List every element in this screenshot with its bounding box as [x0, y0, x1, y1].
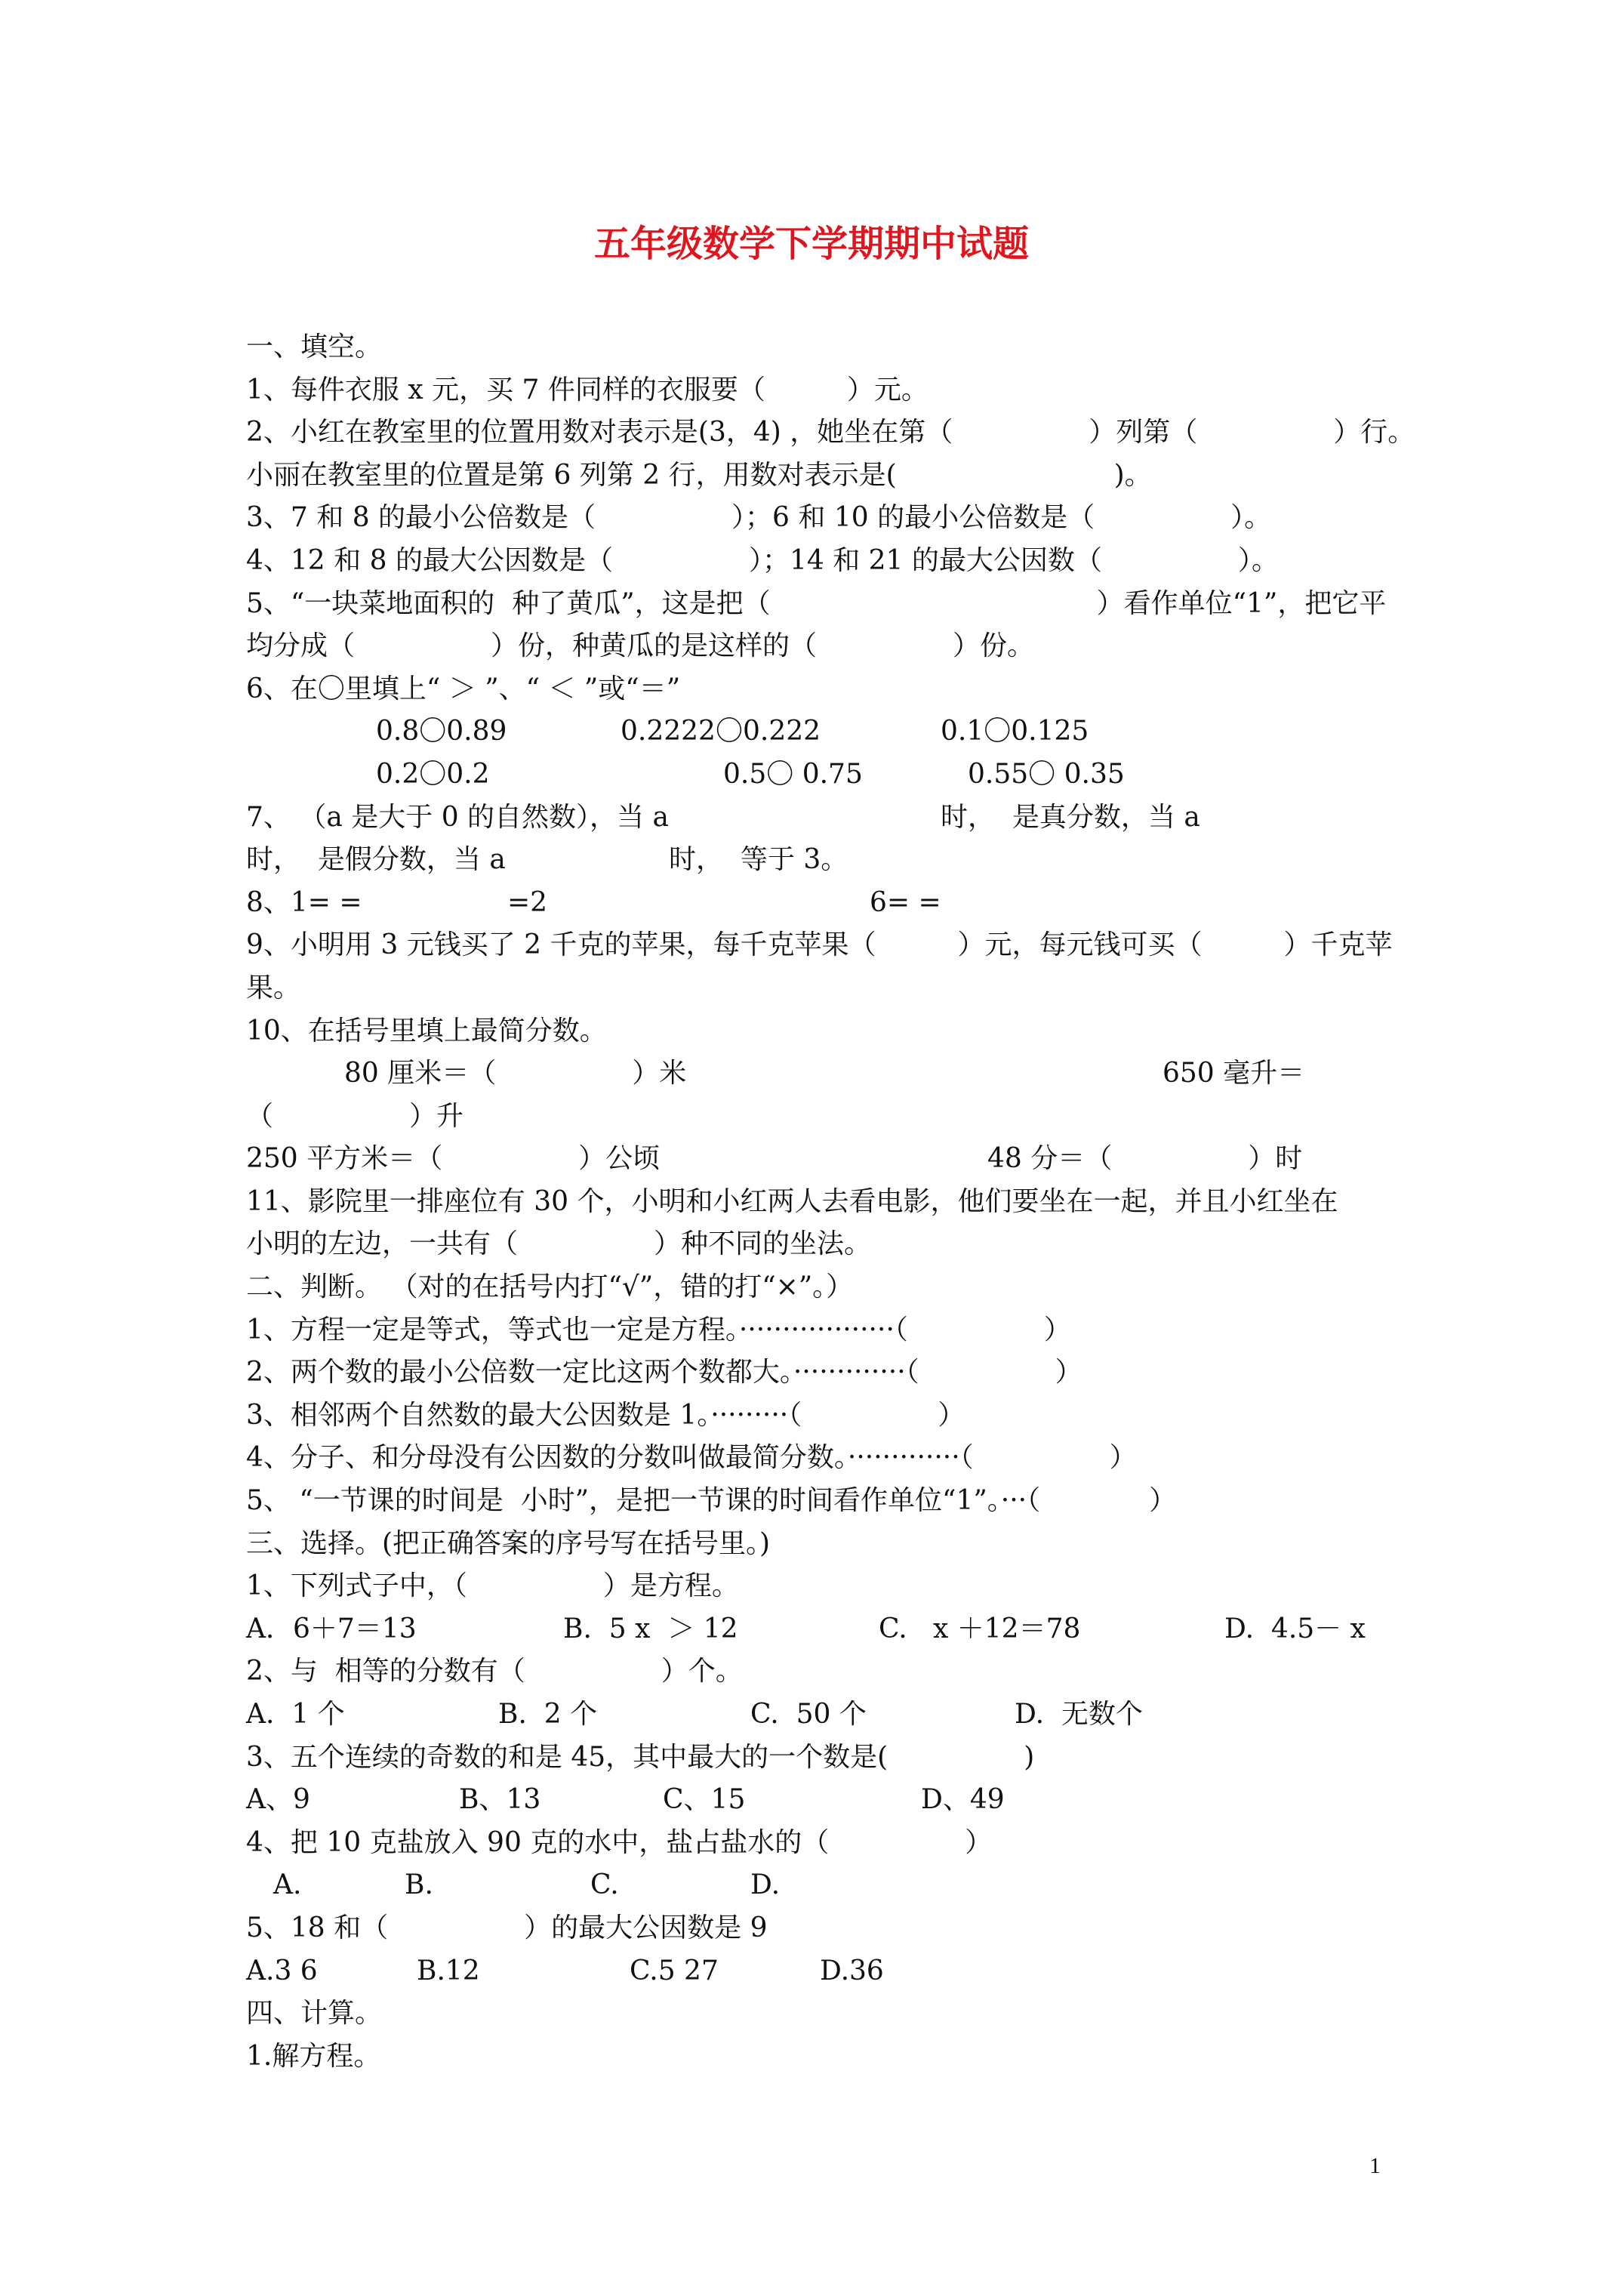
question-line: 小明的左边，一共有（ ）种不同的坐法。	[246, 1228, 872, 1260]
question-line: 3、相邻两个自然数的最大公因数是 1。·········（ ）	[246, 1399, 965, 1431]
question-line: 11、影院里一排座位有 30 个，小明和小红两人去看电影，他们要坐在一起，并且小红坐在	[246, 1185, 1338, 1217]
choice-options: A. 1 个 B. 2 个 C. 50 个 D. 无数个	[246, 1699, 1143, 1730]
section-judge-heading: 二、判断。 （对的在括号内打“√”，错的打“×”。）	[246, 1271, 854, 1303]
question-line: 8、1= = =2 6= =	[246, 886, 941, 918]
question-line: 4、分子、和分母没有公因数的分数叫做最简分数。·············（ ）	[246, 1442, 1137, 1474]
question-line: 5、 “一节课的时间是 小时”，是把一节课的时间看作单位“1”。···（ ）	[246, 1485, 1177, 1517]
exam-title: 五年级数学下学期期中试题	[593, 223, 1029, 265]
question-line: 5、“一块菜地面积的 种了黄瓜”，这是把（ ）看作单位“1”，把它平	[246, 587, 1387, 619]
comparison-row: 0.8〇0.89 0.2222〇0.222 0.1〇0.125	[376, 716, 1089, 747]
question-line: 时， 是假分数，当 a 时， 等于 3。	[246, 844, 848, 876]
question-line: 1.解方程。	[246, 2040, 381, 2072]
question-line: 7、 （a 是大于 0 的自然数），当 a 时， 是真分数，当 a	[246, 801, 1200, 833]
question-line: 4、把 10 克盐放入 90 克的水中，盐占盐水的（ ）	[246, 1826, 993, 1858]
question-line: 3、五个连续的奇数的和是 45，其中最大的一个数是( )	[246, 1741, 1035, 1773]
comparison-row: 0.2〇0.2 0.5〇 0.75 0.55〇 0.35	[376, 758, 1125, 790]
section-fill-heading: 一、填空。	[246, 331, 383, 362]
choice-options: A. B. C. D.	[273, 1869, 781, 1901]
question-line: 9、小明用 3 元钱买了 2 千克的苹果，每千克苹果（ ）元，每元钱可买（ ）千克苹	[246, 929, 1393, 961]
question-line: 小丽在教室里的位置是第 6 列第 2 行，用数对表示是( )。	[246, 459, 1152, 491]
question-line: 1、下列式子中，（ ）是方程。	[246, 1570, 739, 1602]
question-line: 均分成（ ）份，种黄瓜的是这样的（ ）份。	[246, 630, 1035, 662]
question-line: 2、与 相等的分数有（ ）个。	[246, 1656, 743, 1687]
question-line: 5、18 和（ ）的最大公因数是 9	[246, 1912, 768, 1943]
section-calc-heading: 四、计算。	[246, 1998, 383, 2029]
page-number: 1	[1369, 2153, 1381, 2178]
question-line: 1、每件衣服 x 元，买 7 件同样的衣服要（ ）元。	[246, 374, 929, 405]
question-line: 1、方程一定是等式，等式也一定是方程。··················（ ）	[246, 1314, 1071, 1345]
question-line: （ ）升	[246, 1100, 464, 1132]
question-line: 4、12 和 8 的最大公因数是（ ）；14 和 21 的最大公因数（ ）。	[246, 544, 1279, 576]
question-line: 250 平方米＝（ ）公顷 48 分＝（ ）时	[246, 1143, 1303, 1175]
question-line: 2、小红在教室里的位置用数对表示是(3，4) ，她坐在第（ ）列第（ ）行。	[246, 417, 1415, 448]
section-choice-heading: 三、选择。(把正确答案的序号写在括号里。)	[246, 1527, 771, 1559]
choice-options: A.3 6 B.12 C.5 27 D.36	[246, 1955, 884, 1986]
choice-options: A．6＋7＝13 B. 5 x ＞ 12 C. x ＋12＝78 D. 4.5－ x	[246, 1613, 1366, 1644]
question-line: 6、在〇里填上“ ＞ ”、“ ＜ ”或“＝”	[246, 673, 681, 704]
question-line: 果。	[246, 972, 301, 1003]
question-line: 10、在括号里填上最简分数。	[246, 1015, 607, 1046]
question-line: 3、7 和 8 的最小公倍数是（ ）；6 和 10 的最小公倍数是（ ）。	[246, 502, 1272, 534]
question-line: 80 厘米＝（ ）米 650 毫升＝	[344, 1058, 1305, 1089]
question-line: 2、两个数的最小公倍数一定比这两个数都大。·············（ ）	[246, 1357, 1083, 1388]
choice-options: A、9 B、13 C、15 D、49	[246, 1784, 1005, 1816]
exam-content	[246, 326, 1415, 2078]
